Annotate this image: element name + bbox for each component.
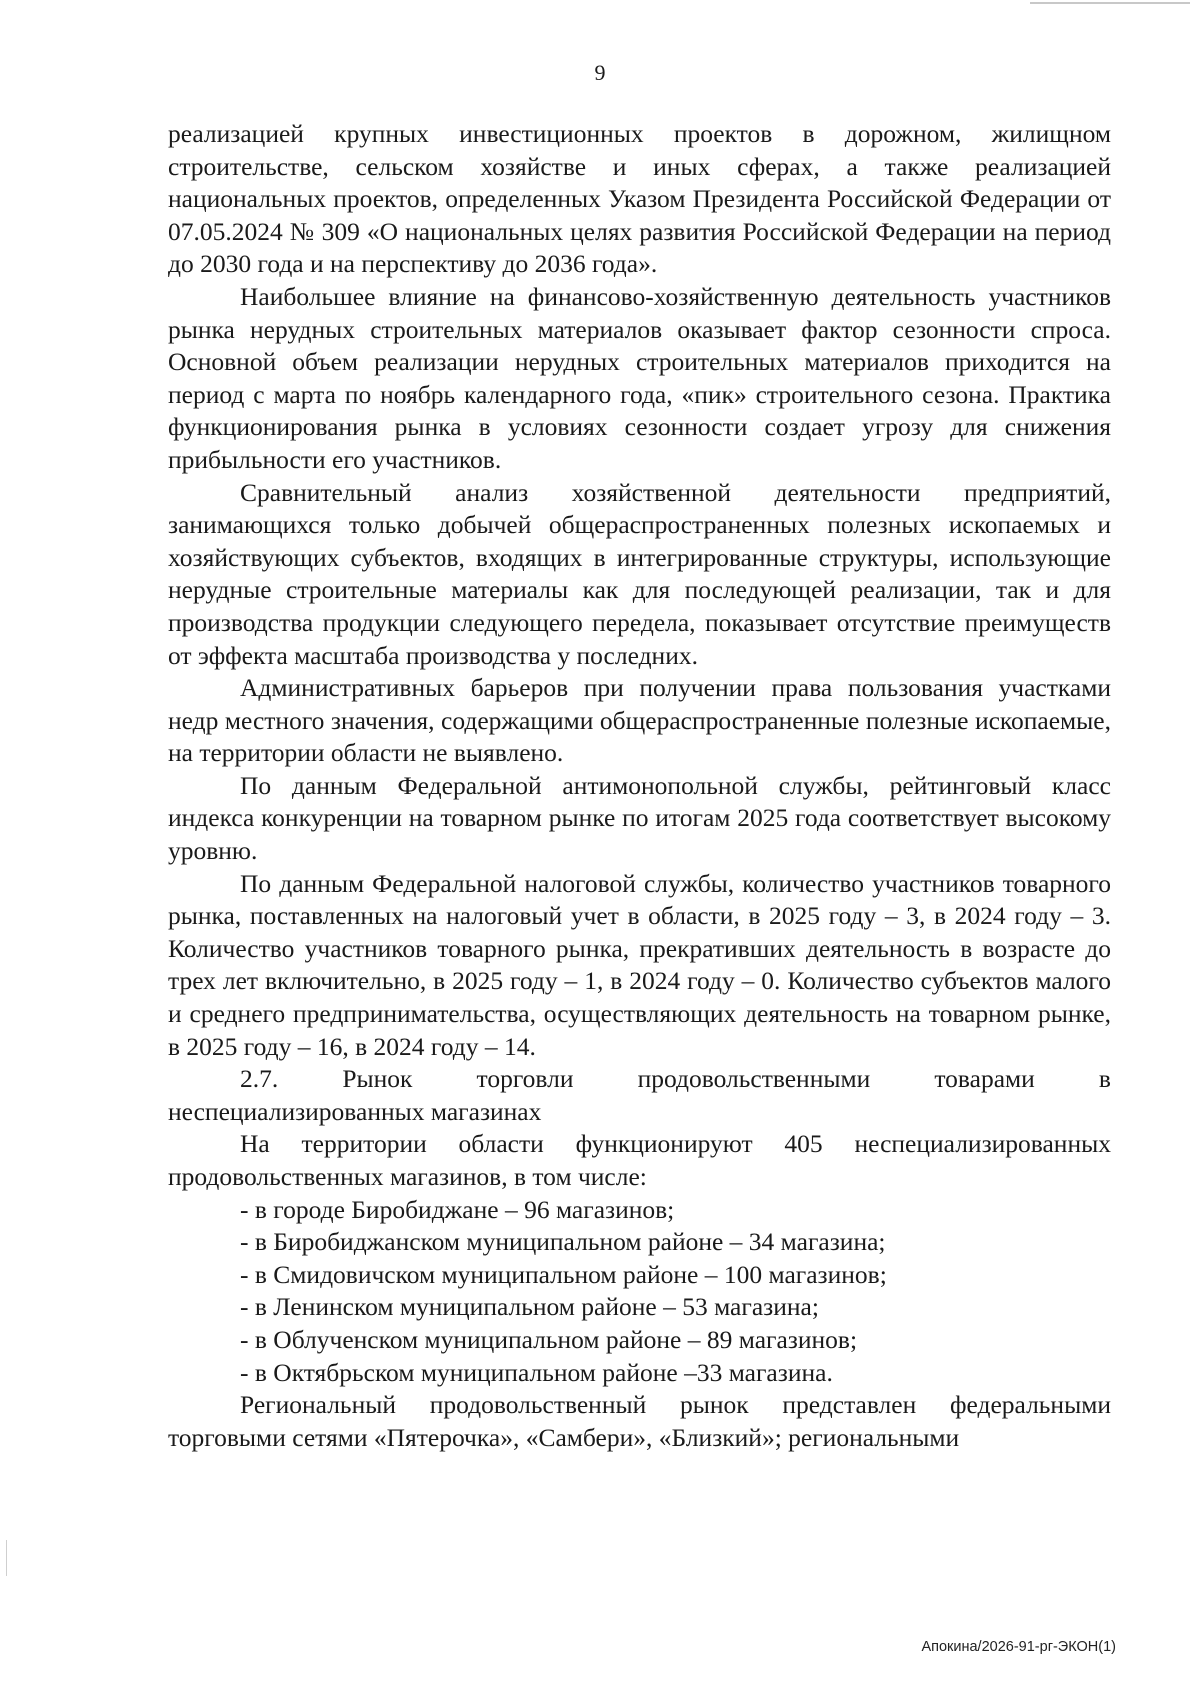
scan-artifact-top	[1030, 2, 1190, 4]
list-item: - в Смидовичском муниципальном районе – 100 магазинов;	[240, 1259, 887, 1289]
scan-artifact-left	[6, 1540, 7, 1576]
list-item: - в Октябрьском муниципальном районе –33 магазина.	[240, 1357, 833, 1387]
paragraph-seasonality: Наибольшее влияние на финансово-хозяйственную деятельность участников рынка нерудных строительных материалов оказывает фактор сезонности спроса. Основной объем реализации нерудных строительных материалов приходится на период с марта по ноябрь календарного года, «пик» строительного сезона. Практика функционирования рынка в условиях сезонности создает угрозу для снижения прибыльности его участников.	[168, 281, 1111, 474]
section-word: Рынок	[342, 1064, 413, 1094]
section-word: товарами	[934, 1064, 1035, 1094]
page-number: 9	[594, 60, 606, 85]
section-heading-continuation: неспециализированных магазинах	[168, 1096, 542, 1126]
paragraph-continuation: реализацией крупных инвестиционных проектов в дорожном, жилищном строительстве, сельском хозяйстве и иных сферах, а также реализацией национальных проектов, определенных Указом Президента Российской Федерации от 07.05.2024 № 309 «О национальных целях развития Российской Федерации на период до 2030 года и на перспективу до 2036 года».	[168, 119, 1111, 279]
section-word: в	[1098, 1064, 1111, 1094]
list-item: - в городе Биробиджане – 96 магазинов;	[240, 1194, 675, 1224]
paragraph-fns-data: По данным Федеральной налоговой службы, количество участников товарного рынка, поставленных на налоговый учет в области, в 2025 году – 3, в 2024 году – 3. Количество участников товарного рынка, прекративших деятельность в возрасте до трех лет включительно, в 2025 году – 1, в 2024 году – 0. Количество субъектов малого и среднего предпринимательства, осуществляющих деятельность на товарном рынке, в 2025 году – 16, в 2024 году – 14.	[168, 868, 1111, 1061]
list-item: - в Биробиджанском муниципальном районе – 34 магазина;	[240, 1227, 886, 1257]
paragraph-fas-data: По данным Федеральной антимонопольной службы, рейтинговый класс индекса конкуренции на товарном рынке по итогам 2025 года соответствует высокому уровню.	[168, 770, 1111, 866]
document-registration-stamp: Апокина/2026-91-рг-ЭКОН(1)	[921, 1639, 1116, 1655]
section-word: продовольственными	[637, 1064, 871, 1094]
paragraph-retail-networks: Региональный продовольственный рынок представлен федеральными торговыми сетями «Пятерочка», «Самбери», «Близкий»; региональными	[168, 1390, 1111, 1452]
list-item: - в Облученском муниципальном районе – 89 магазинов;	[240, 1324, 858, 1354]
paragraph-comparative-analysis: Сравнительный анализ хозяйственной деятельности предприятий, занимающихся только добычей общераспространенных полезных ископаемых и хозяйствующих субъектов, входящих в интегрированные структуры, использующие нерудные строительные материалы как для последующей реализации, так и для производства продукции следующего передела, показывает отсутствие преимуществ от эффекта масштаба производства у последних.	[168, 477, 1111, 670]
section-number: 2.7.	[240, 1064, 279, 1094]
paragraph-admin-barriers: Административных барьеров при получении права пользования участками недр местного значения, содержащими общераспространенные полезные ископаемые, на территории области не выявлено.	[168, 673, 1111, 768]
paragraph-store-count: На территории области функционируют 405 неспециализированных продовольственных магазинов, в том числе:	[168, 1129, 1111, 1191]
section-heading	[168, 1063, 1111, 1096]
section-word: торговли	[476, 1064, 574, 1094]
document-body	[168, 118, 1111, 1454]
list-item: - в Ленинском муниципальном районе – 53 магазина;	[240, 1292, 819, 1322]
